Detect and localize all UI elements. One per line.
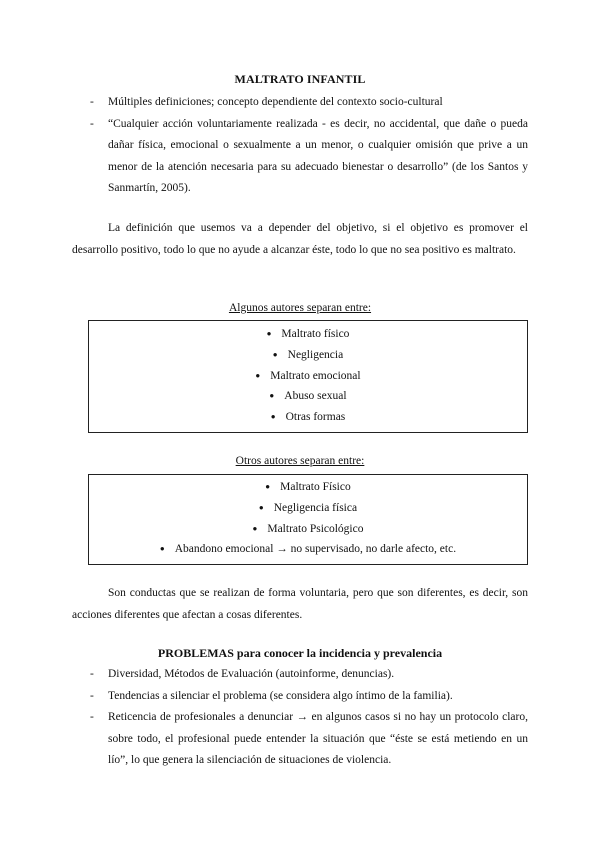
dash-marker: - — [90, 711, 94, 723]
bullet-icon: ● — [270, 412, 276, 422]
bullet-icon: ● — [255, 370, 261, 380]
document-title: MALTRATO INFANTIL — [234, 72, 366, 86]
definitions-list — [72, 92, 528, 200]
list-item: ● Maltrato emocional — [89, 366, 527, 387]
dash-marker: - — [90, 96, 94, 108]
bullet-icon: ● — [265, 482, 271, 491]
list-item: ● Otras formas — [89, 407, 527, 428]
list-item: ● Abuso sexual — [89, 386, 527, 407]
conducts-paragraph: Son conductas que se realizan de forma voluntaria, pero que son diferentes, es decir, son acciones diferentes que afectan a cosas diferentes. — [72, 587, 528, 621]
list-item: ● Maltrato físico — [89, 324, 527, 345]
definition-paragraph: La definición que usemos va a depender del objetivo, si el objetivo es promover el desarrollo positivo, todo lo que no ayude a alcanzar éste, todo lo que no sea positivo es maltrato. — [72, 222, 528, 256]
list-item: ● Abandono emocional → no supervisado, no darle afecto, etc. — [89, 539, 527, 560]
box1-label: Algunos autores separan entre: — [228, 302, 372, 314]
bullet-icon: ● — [252, 523, 258, 533]
list-item: - Reticencia de profesionales a denunciar → en algunos casos si no hay un protocolo claro, sobre todo, el profesional puede entender la situación que “éste se está metiendo en un lío”, lo que genera la silenciación de situaciones de violencia. — [72, 707, 528, 772]
list-item: ● Negligencia — [89, 345, 527, 366]
list-item: ● Maltrato Físico — [89, 477, 527, 498]
problems-heading: PROBLEMAS para conocer la incidencia y prevalencia — [157, 646, 443, 660]
bullet-icon: ● — [272, 349, 278, 359]
dash-marker: - — [90, 689, 94, 702]
bullet-icon: ● — [266, 329, 272, 338]
bullet-icon: ● — [159, 544, 165, 554]
list-item: - Tendencias a silenciar el problema (se considera algo íntimo de la familia). — [72, 686, 528, 708]
bullet-icon: ● — [258, 502, 264, 512]
list-item: ● Maltrato Psicológico — [89, 519, 527, 540]
dash-marker: - — [90, 668, 94, 680]
dash-marker: - — [90, 117, 94, 130]
list-item: - Diversidad, Métodos de Evaluación (autoinforme, denuncias). — [72, 664, 528, 686]
bullet-icon: ● — [269, 391, 275, 401]
box2-label: Otros autores separan entre: — [235, 455, 365, 467]
types-box-2 — [88, 474, 528, 565]
list-item: - “Cualquier acción voluntariamente realizada - es decir, no accidental, que dañe o pueda dañar física, emocional o sexualmente a un menor, o cualquier omisión que prive a un menor de la atención necesaria para su adecuado bienestar o desarrollo” (de los Santos y Sanmartín, 2005). — [72, 114, 528, 200]
list-item: ● Negligencia física — [89, 498, 527, 519]
problems-list — [72, 664, 528, 772]
types-box-1 — [88, 320, 528, 433]
list-item: - Múltiples definiciones; concepto dependiente del contexto socio-cultural — [72, 92, 528, 114]
